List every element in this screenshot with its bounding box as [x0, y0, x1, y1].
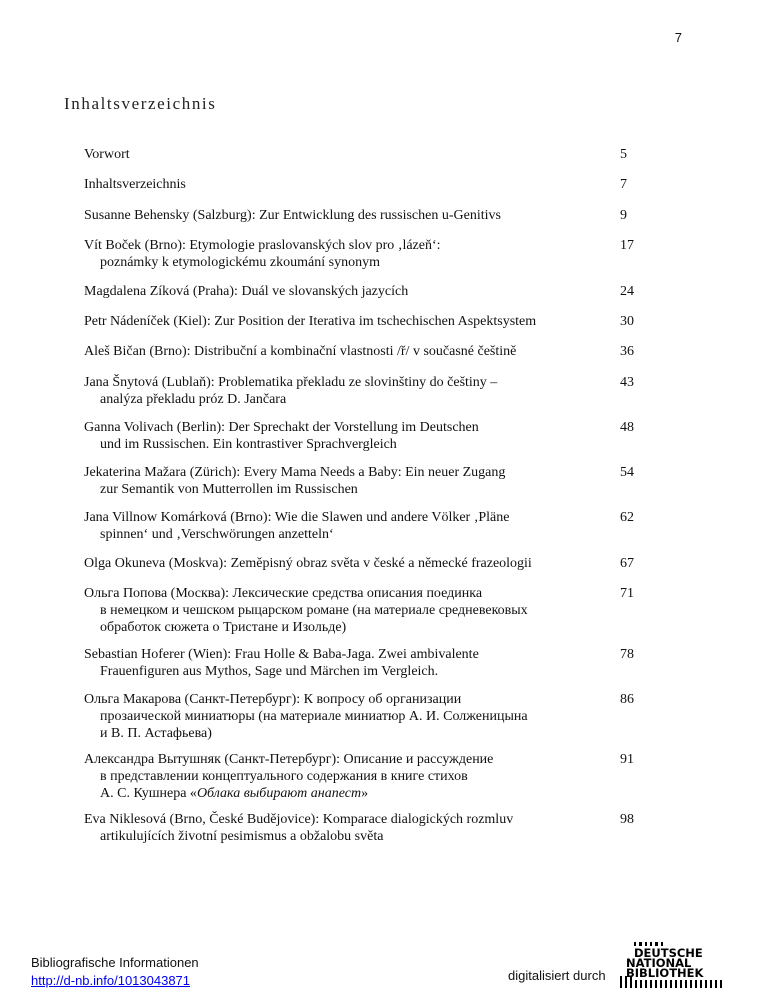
toc-page-number: 7 [620, 177, 627, 192]
toc-title-line: Susanne Behensky (Salzburg): Zur Entwicklung des russischen u-Genitivs [84, 208, 501, 223]
toc-entry [84, 374, 634, 408]
toc-title-line: poznámky k etymologickému zkoumání synonym [100, 255, 380, 270]
toc-title-line: Ganna Volivach (Berlin): Der Sprechakt der Vorstellung im Deutschen [84, 420, 479, 435]
toc-page-number: 62 [620, 510, 634, 525]
book-title-italic: Облака выбирают анапест [196, 786, 362, 801]
toc-page-number: 36 [620, 344, 634, 359]
toc-entry [84, 811, 634, 845]
toc-entry [84, 646, 634, 680]
toc-title-line: Jana Villnow Komárková (Brno): Wie die Slawen und andere Völker ‚Pläne [84, 510, 510, 525]
toc-page-number: 98 [620, 812, 634, 827]
toc-title-line: Petr Nádeníček (Kiel): Zur Position der Iterativa im tschechischen Aspektsystem [84, 314, 537, 329]
toc-entry-title [84, 585, 614, 636]
toc-entry-title [84, 146, 614, 163]
toc-title-line: Sebastian Hoferer (Wien): Frau Holle & Baba-Jaga. Zwei ambivalente [84, 647, 479, 662]
biblio-link[interactable]: http://d-nb.info/1013043871 [31, 973, 191, 988]
toc-title-line: Aleš Bičan (Brno): Distribuční a kombinační vlastnosti /ř/ v současné češtině [84, 344, 517, 359]
toc-title-line: Frauenfiguren aus Mythos, Sage und Märchen im Vergleich. [100, 664, 439, 679]
toc-title-line: Eva Niklesová (Brno, České Budějovice): Komparace dialogických rozmluv [84, 812, 514, 827]
toc-page-number: 78 [620, 647, 634, 662]
toc-entry [84, 146, 627, 163]
toc-title-line: А. С. Кушнера «Облака выбирают анапест» [100, 786, 369, 801]
toc-entry-title [84, 464, 614, 498]
toc-entry [84, 207, 627, 224]
toc-entry-title [84, 419, 614, 453]
toc-entry [84, 509, 634, 543]
toc-title-line: в немецком и чешском рыцарском романе (на материале средневековых [100, 603, 528, 618]
toc-entry-title [84, 176, 614, 193]
toc-entry [84, 751, 634, 802]
toc-page-number: 30 [620, 314, 634, 329]
toc-title-line: zur Semantik von Mutterrollen im Russischen [100, 482, 358, 497]
toc-title-line: и В. П. Астафьева) [100, 726, 212, 741]
toc-page-number: 5 [620, 147, 627, 162]
toc-title-line: в представлении концептуального содержания в книге стихов [100, 769, 468, 784]
toc-entry-title [84, 811, 614, 845]
dnb-logo [620, 942, 732, 988]
toc-entry-title [84, 283, 614, 300]
toc-entry [84, 419, 634, 453]
svg-text:DEUTSCHE: DEUTSCHE [634, 946, 703, 960]
toc-entry [84, 237, 634, 271]
toc-title-line: Vorwort [84, 147, 130, 162]
toc-title-line: Magdalena Zíková (Praha): Duál ve slovanských jazycích [84, 284, 409, 299]
toc-title-line: Александра Вытушняк (Санкт-Петербург): Описание и рассуждение [84, 752, 494, 767]
toc-page-number: 67 [620, 556, 634, 571]
toc-page-number: 86 [620, 692, 634, 707]
toc-entry-title [84, 646, 614, 680]
toc-entry [84, 176, 627, 193]
toc-entry [84, 555, 634, 572]
toc-title-line: Jana Šnytová (Lublaň): Problematika překladu ze slovinštiny do češtiny – [84, 375, 498, 390]
page-number: 7 [674, 30, 682, 45]
toc-entry [84, 691, 634, 742]
toc-title-line: analýza překladu próz D. Jančara [100, 392, 287, 407]
bibliographic-info [31, 954, 199, 990]
toc-entry-title [84, 374, 614, 408]
toc-title-line: spinnen‘ und ‚Verschwörungen anzetteln‘ [100, 527, 334, 542]
toc-entry-title [84, 691, 614, 742]
toc-page-number: 91 [620, 752, 634, 767]
toc-title-line: Olga Okuneva (Moskva): Zeměpisný obraz světa v české a německé frazeologii [84, 556, 532, 571]
toc-page-number: 54 [620, 465, 634, 480]
toc-entry-title [84, 313, 614, 330]
toc-page-number: 24 [620, 284, 634, 299]
toc-entry [84, 464, 634, 498]
page-title: Inhaltsverzeichnis [64, 94, 217, 113]
toc-title-line: Ольга Макарова (Санкт-Петербург): К вопросу об организации [84, 692, 462, 707]
toc-entry [84, 313, 634, 330]
toc-title-line: Inhaltsverzeichnis [84, 177, 186, 192]
toc-entry-title [84, 509, 614, 543]
svg-text:BIBLIOTHEK: BIBLIOTHEK [626, 966, 704, 980]
toc-entry-title [84, 343, 614, 360]
toc-page-number: 43 [620, 375, 634, 390]
toc-title-line: обработок сюжета о Тристане и Изольде) [100, 620, 347, 635]
toc-entry-title [84, 237, 614, 271]
svg-text:NATIONAL: NATIONAL [626, 956, 692, 970]
toc-page-number: 71 [620, 586, 634, 601]
toc-entry [84, 343, 634, 360]
toc-title-line: Jekaterina Mažara (Zürich): Every Mama Needs a Baby: Ein neuer Zugang [84, 465, 506, 480]
toc-page-number: 17 [620, 238, 634, 253]
toc-page-number: 9 [620, 208, 627, 223]
toc-page-number: 48 [620, 420, 634, 435]
toc-entry-title [84, 751, 614, 802]
toc-title-line: Vít Boček (Brno): Etymologie praslovanských slov pro ‚lázeň‘: [84, 238, 441, 253]
digitized-by-label: digitalisiert durch [508, 968, 606, 983]
biblio-label: Bibliografische Informationen [31, 955, 199, 970]
toc-title-line: artikulujících životní pesimismus a obžalobu světa [100, 829, 384, 844]
toc-entry [84, 585, 634, 636]
toc-title-line: прозаической миниатюры (на материале миниатюр А. И. Солженицына [100, 709, 528, 724]
toc-entry [84, 283, 634, 300]
toc-title-line: und im Russischen. Ein kontrastiver Sprachvergleich [100, 437, 397, 452]
toc-title-line: Ольга Попова (Москва): Лексические средства описания поединка [84, 586, 483, 601]
toc-entry-title [84, 555, 614, 572]
toc-entry-title [84, 207, 614, 224]
